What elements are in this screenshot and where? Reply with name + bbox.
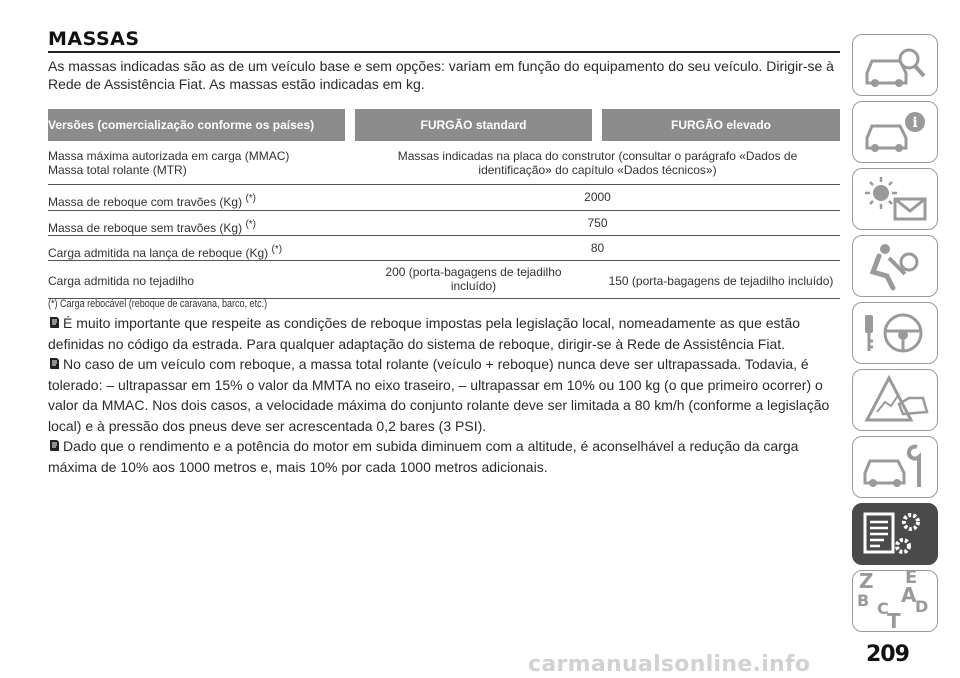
table-row [48,261,840,299]
section-title: MASSAS [48,28,140,50]
footnote-mark: (*) [245,193,256,204]
svg-text:i: i [912,115,918,131]
title-rule [48,51,840,53]
row-value [355,149,840,177]
seat-airbag-icon [859,240,931,292]
book-note-icon [48,316,60,329]
row-label [48,218,348,235]
row-value-elevated: 150 (porta-bagagens de tejadilho incluído) [608,274,834,288]
table-row [48,149,840,185]
index-letter: D [915,597,929,616]
index-letter: Z [859,569,874,593]
road-hazard-triangle-icon [859,374,931,426]
index-letter: T [887,609,901,633]
index-letter: A [901,583,917,607]
row-value-line: incluído) [450,279,497,293]
note-paragraph [48,354,840,436]
index-letter: B [857,591,870,610]
chapter-tab-warnings[interactable] [852,168,938,230]
note-text: No caso de um veículo com reboque, a massa total rolante (veículo + reboque) nunca deve ser ultrapassada. Todavia, é tolerado: – ultrapassar em 15% o valor da MMTA no eixo traseiro, – ultrapassar em 10% ou 100 kg (o que primeiro ocorrer) o valor da MMAC. Nos dois casos, a velocidade máxima do conjunto rolante deve ser limitada a 80 km/h (conforme a legislação local) e à pressão dos pneus deve ser acrescentada 0,2 bares (3 PSI). [48,356,830,434]
notes [48,313,840,477]
intro-paragraph: As massas indicadas são as de um veículo base e sem opções: variam em função do equipamento do seu veículo. Dirigir-se à Rede de Assistência Fiat. As massas estão indicadas em kg. [48,58,834,92]
chapter-tab-emergency[interactable] [852,369,938,431]
car-magnifier-icon [859,39,931,91]
chapter-tab-knowing-vehicle[interactable] [852,34,938,96]
chapter-tab-instrument-panel[interactable] [852,101,938,163]
table-row [48,211,840,236]
table-footnote: (*) Carga rebocável (reboque de caravana, barco, etc.) [48,298,268,310]
key-steering-wheel-icon [859,307,931,359]
book-note-icon [48,439,60,452]
table-row [48,236,840,261]
footnote-mark: (*) [245,219,256,230]
warning-lights-envelope-icon [859,173,931,225]
note-paragraph [48,313,840,354]
watermark: carmanualsonline.info [528,652,811,677]
row-value-line: identificação» do capítulo «Dados técnicos») [478,163,717,177]
car-wrench-icon [859,441,931,493]
row-label [48,149,348,177]
alphabet-index-icon [853,567,939,633]
row-label-line: Massa total rolante (MTR) [48,163,187,177]
chapter-tab-maintenance[interactable] [852,436,938,498]
footnote-mark: (*) [271,244,283,255]
row-value-line: 200 (porta-bagagens de tejadilho [385,265,562,279]
index-letter: C [877,599,889,618]
note-paragraph [48,436,840,477]
row-value-standard [355,265,592,293]
row-label-text: Massa de reboque sem travões (Kg) [48,221,243,235]
note-text: É muito importante que respeite as condições de reboque impostas pela legislação local, nomeadamente as que estão definidas no código da estrada. Para qualquer adaptação do sistema de reboque, dirigir-se à Rede de Assistência Fiat. [48,315,801,352]
main-content [48,28,840,475]
row-label: Carga admitida no tejadilho [48,274,195,288]
row-label-line: Massa máxima autorizada em carga (MMAC) [48,149,290,163]
row-label-text: Carga admitida na lança de reboque (Kg) [48,246,269,260]
note-text: Dado que o rendimento e a potência do motor em subida diminuem com a altitude, é aconselhável a redução da carga máxima de 10% aos 1000 metros e, mais 10% por cada 1000 metros adicionais. [48,438,799,475]
row-value: 80 [590,241,605,255]
row-label-text: Massa de reboque com travões (Kg) [48,195,243,209]
book-note-icon [48,357,60,370]
row-label [48,243,348,260]
row-value-line: Massas indicadas na placa do construtor (consultar o parágrafo «Dados de [397,149,798,163]
header-standard: FURGÃO standard [355,109,592,141]
page-number: 209 [866,642,909,667]
header-elevated: FURGÃO elevado [602,109,840,141]
row-label [48,192,348,209]
chapter-tab-technical-data[interactable] [852,503,938,565]
row-value: 2000 [584,190,611,204]
table-row [48,185,840,211]
index-letter: E [905,567,918,588]
chapter-tab-safety[interactable] [852,235,938,297]
row-value: 750 [587,216,608,230]
chapter-tab-starting-driving[interactable] [852,302,938,364]
chapter-tab-index[interactable] [852,567,938,633]
header-versions: Versões (comercialização conforme os países) [48,109,345,141]
table-header [48,109,840,141]
car-info-icon [859,106,931,158]
document-gears-icon [859,508,931,560]
mass-table [48,109,840,309]
